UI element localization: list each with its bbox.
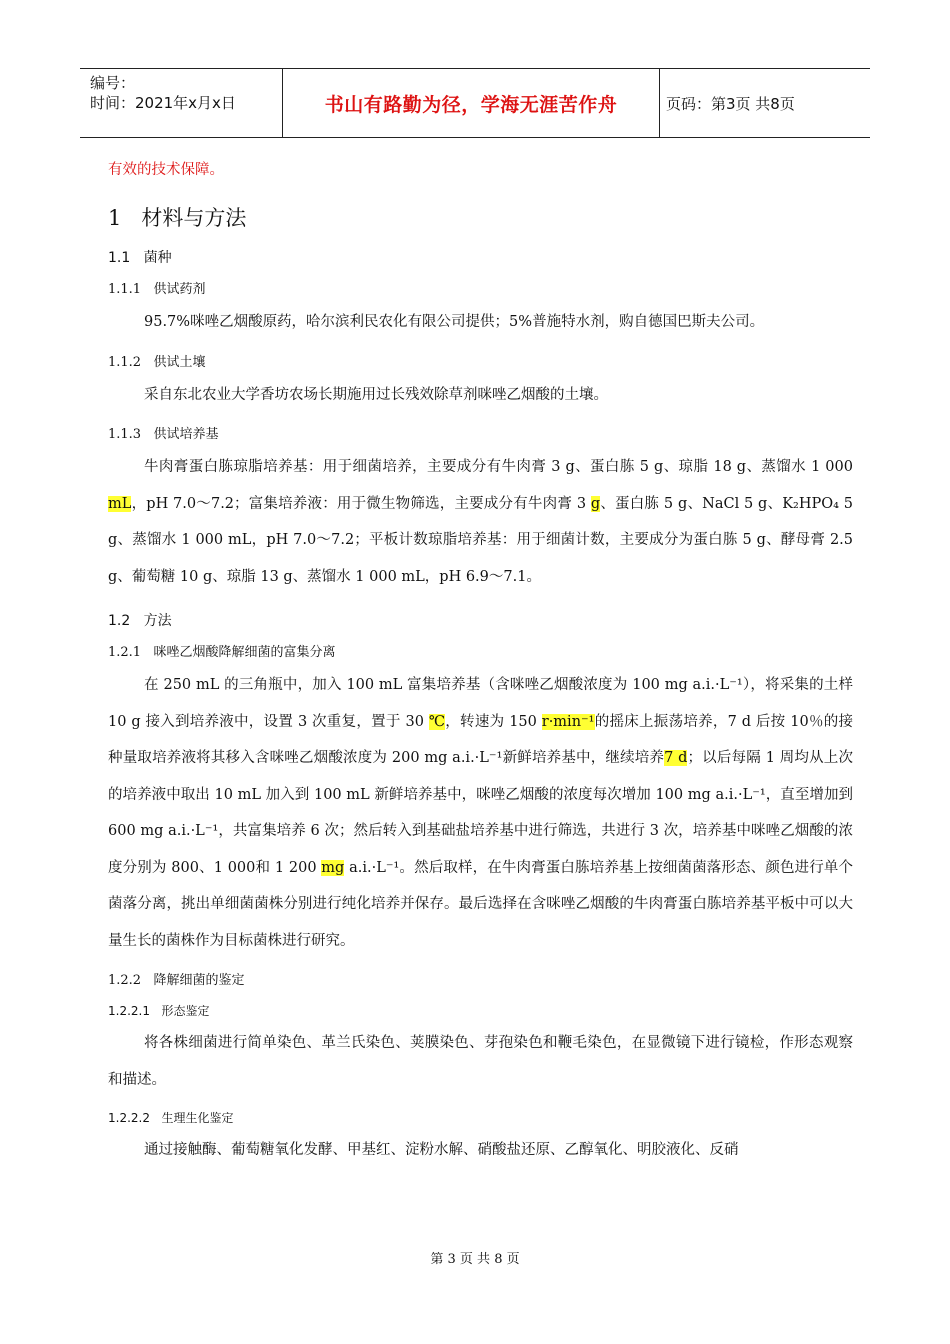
section-title: 菌种	[143, 250, 172, 266]
section-heading-1	[108, 204, 853, 232]
section-number: 1.1.2	[108, 354, 142, 370]
section-heading-1-2-1	[108, 643, 853, 663]
section-title: 供试土壤	[153, 354, 206, 370]
highlight-mark: g	[590, 495, 601, 512]
section-title: 供试培养基	[153, 427, 219, 442]
page-footer: 第 3 页 共 8 页	[430, 1252, 520, 1267]
paragraph-reagents: 95.7%咪唑乙烟酸原药，哈尔滨利民农化有限公司提供；5%普施特水剂，购自德国巴斯夫公司。	[144, 314, 765, 330]
highlight-mark: r·min⁻¹	[541, 713, 595, 730]
date-label: 时间：2021年x月x日	[90, 94, 236, 112]
text-run: 、蛋白胨 5 g、NaCl 5 g、K₂HPO₄ 5 g、蒸馏水 1 000 mL，pH 7.0～7.2；平板计数琼脂培养基：用于细菌计数，主要成分为蛋白胨 5 g、酵母膏 2.5 g、葡萄糖 10 g、琼脂 13 g、蒸馏水 1 000 mL，pH 6.9～7.1。	[108, 495, 853, 585]
text-run: a.i.·L⁻¹。然后取样，在牛肉膏蛋白胨培养基上按细菌菌落形态、颜色进行单个菌落分离，挑出单细菌菌株分别进行纯化培养并保存。最后选择在含咪唑乙烟酸的牛肉膏蛋白胨培养基平板中可以大量生长的菌株作为目标菌株进行研究。	[108, 859, 853, 949]
section-number: 1.2.1	[108, 645, 142, 660]
paragraph-media	[108, 449, 853, 595]
text-run: 在 250 mL 的三角瓶中，加入 100 mL 富集培养基（含咪唑乙烟酸浓度为 100 mg a.i.·L⁻¹），将采集的土样 10 g 接入到培养液中，设置 3 次重复，置于 30	[108, 677, 853, 730]
section-number: 1.2.2.1	[108, 1004, 150, 1018]
section-heading-1-1	[108, 248, 853, 268]
paragraph-biochem: 通过接触酶、葡萄糖氧化发酵、甲基红、淀粉水解、硝酸盐还原、乙醇氧化、明胶液化、反硝	[144, 1142, 739, 1158]
highlight-mark: mL	[108, 495, 132, 512]
text-run: 牛肉膏蛋白胨琼脂培养基：用于细菌培养，主要成分有牛肉膏 3 g、蛋白胨 5 g、琼脂 18 g、蒸馏水 1 000	[144, 459, 853, 475]
page-header	[80, 68, 870, 138]
section-title: 生理生化鉴定	[161, 1111, 234, 1125]
paragraph-enrichment	[108, 667, 853, 959]
intro-text: 有效的技术保障。	[108, 162, 224, 178]
section-heading-1-1-3	[108, 425, 853, 445]
section-number: 1	[108, 206, 122, 230]
section-heading-1-1-2	[108, 353, 853, 373]
section-title: 供试药剂	[153, 282, 206, 297]
section-title: 咪唑乙烟酸降解细菌的富集分离	[153, 645, 336, 660]
section-title: 降解细菌的鉴定	[153, 973, 245, 988]
header-motto: 书山有路勤为径，学海无涯苦作舟	[282, 69, 660, 137]
number-label: 编号：	[90, 74, 136, 92]
highlight-mark: ℃	[428, 713, 446, 730]
document-body	[108, 160, 853, 1169]
section-title: 材料与方法	[141, 206, 247, 230]
section-heading-1-2-2-1	[108, 1001, 853, 1021]
section-heading-1-1-1	[108, 280, 853, 300]
paragraph-morphology: 将各株细菌进行简单染色、革兰氏染色、荚膜染色、芽孢染色和鞭毛染色，在显微镜下进行镜检，作形态观察和描述。	[108, 1035, 853, 1088]
section-number: 1.1.3	[108, 427, 142, 442]
highlight-mark: mg	[321, 859, 345, 876]
section-heading-1-2-2-2	[108, 1108, 853, 1128]
paragraph-soil: 采自东北农业大学香坊农场长期施用过长残效除草剂咪唑乙烟酸的土壤。	[144, 386, 608, 403]
section-title: 方法	[143, 613, 172, 629]
header-meta	[90, 73, 236, 113]
section-number: 1.2.2.2	[108, 1111, 150, 1125]
text-run: ，转速为 150	[445, 713, 542, 730]
section-title: 形态鉴定	[161, 1004, 210, 1018]
section-number: 1.2.2	[108, 973, 142, 988]
text-run: 的摇床上振荡培养，7 d 后按 10％的接种量取培养液将其移入含咪唑乙烟酸浓度为 200 mg a.i.·L⁻¹新鲜培养基中，继续培养	[108, 713, 853, 766]
text-run: ，pH 7.0～7.2；富集培养液：用于微生物筛选，主要成分有牛肉膏 3	[131, 495, 591, 512]
section-number: 1.2	[108, 613, 131, 629]
section-number: 1.1.1	[108, 282, 142, 297]
highlight-mark: 7 d	[664, 750, 688, 766]
section-heading-1-2-2	[108, 971, 853, 991]
section-heading-1-2	[108, 611, 853, 631]
section-number: 1.1	[108, 250, 131, 266]
header-page-label: 页码：第3页 共8页	[666, 94, 795, 113]
text-run: ；以后每隔 1 周均从上次的培养液中取出 10 mL 加入到 100 mL 新鲜培养基中，咪唑乙烟酸的浓度每次增加 100 mg a.i.·L⁻¹，直至增加到 600 mg a.i.·L⁻¹，共富集培养 6 次；然后转入到基础盐培养基中进行筛选，共进行 3 次，培养基中咪唑乙烟酸的浓度分别为 800、1 000和 1 200	[108, 750, 853, 876]
